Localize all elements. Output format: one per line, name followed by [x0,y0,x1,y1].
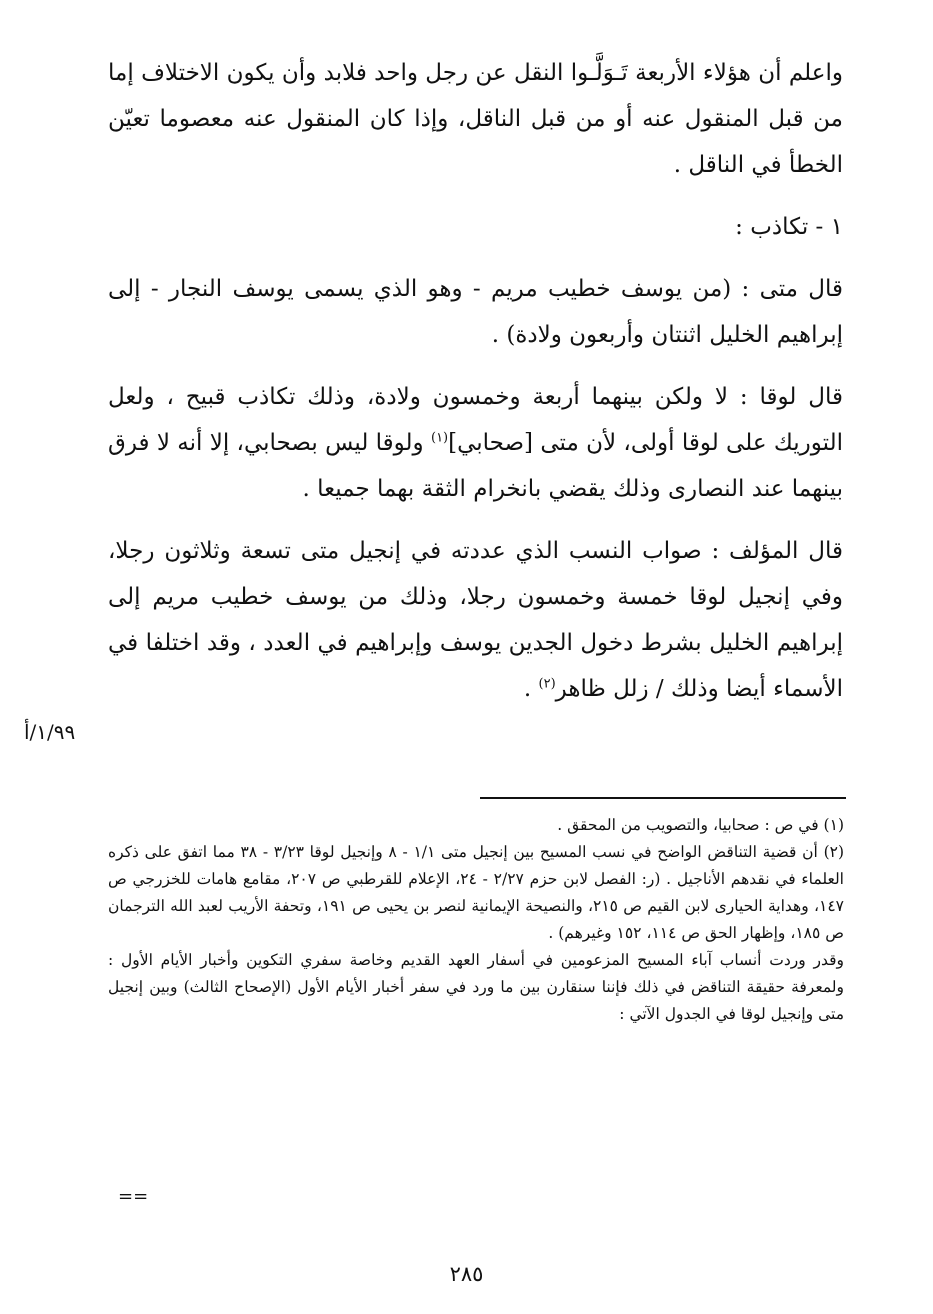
section-heading: ١ - تكاذب : [735,214,843,240]
author-text: قال المؤلف : صواب النسب الذي عددته في إنجيل متى تسعة وثلاثون رجلا، وفي إنجيل لوقا خمسة وخمسون رجلا، وذلك من يوسف خطيب مريم إلى إبراهيم الخليل بشرط دخول الجدين يوسف وإبراهيم في العدد ، وقد اختلفا في الأسماء أيضا وذلك / زلل ظاهر [108,538,843,702]
paragraph-luke [108,374,843,512]
footnote-ref-2[interactable]: (٢) [538,676,556,692]
footnote-continuation: وقدر وردت أنساب آباء المسيح المزعومين في أسفار العهد القديم وخاصة سفري التكوين وأخبار الأيام الأول : ولمعرفة حقيقة التناقض في ذلك فإننا سنقارن بين ما ورد في سفر أخبار الأيام الأول (الإصحاح الثالث) وبين إنجيل متى وإنجيل لوقا في الجدول الآتي : [108,951,844,1023]
footnote-2: (٢) أن قضية التناقض الواضح في نسب المسيح بين إنجيل متى ١/١ - ٨ وإنجيل لوقا ٣/٢٣ - ٣٨ مما اتفق على ذكره العلماء في نقدهم الأناجيل . (ر: الفصل لابن حزم ٢/٢٧ - ٢٤، الإعلام للقرطبي ص ٢٠٧، مقامع هامات للخزرجي ص ١٤٧، وهداية الحيارى لابن القيم ص ٢١٥، والنصيحة الإيمانية لنصر بن يحيى ص ١٩١، وتحفة الأريب لعبد الله الترجمان ص ١٨٥، وإظهار الحق ص ١١٤، ١٥٢ وغيرهم) . [108,843,845,942]
footnote-ref-1[interactable]: (١) [430,430,449,446]
page-number: ٢٨٥ [449,1262,484,1286]
end-mark: == [118,1186,149,1207]
author-text-end: . [523,676,532,702]
margin-reference: ١/٩٩/أ [24,720,76,744]
footnotes [108,812,844,1028]
paragraph-author [108,528,843,712]
footnote-divider [480,797,846,799]
footnote-1: (١) في ص : صحابيا، والتصويب من المحقق . [557,816,844,834]
main-text [108,50,843,728]
luke-text-a: قال لوقا : لا ولكن بينهما أربعة وخمسون ولادة، وذلك تكاذب قبيح ، ولعل التوريك على لوقا أولى، لأن متى [صحابي] [108,384,843,456]
luke-text-b: ولوقا ليس بصحابي، إلا أنه لا فرق بينهما عند النصارى وذلك يقضي بانخرام الثقة بهما جميعا . [108,430,843,502]
paragraph-matthew: قال متى : (من يوسف خطيب مريم - وهو الذي يسمى يوسف النجار - إلى إبراهيم الخليل اثنتان وأربعون ولادة) . [108,276,843,348]
paragraph-intro: واعلم أن هؤلاء الأربعة تَـوَلَّـوا النقل عن رجل واحد فلابد وأن يكون الاختلاف إما من قبل المنقول عنه أو من قبل الناقل، وإذا كان المنقول عنه معصوما تعيّن الخطأ في الناقل . [108,60,843,178]
